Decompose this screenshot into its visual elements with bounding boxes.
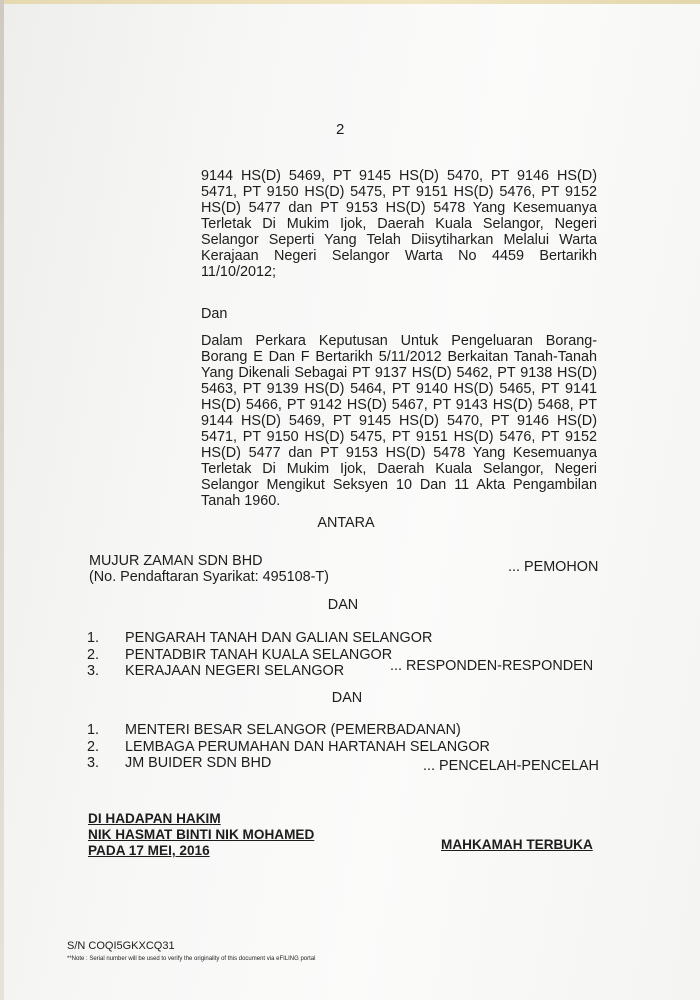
list-number: 1. bbox=[87, 722, 100, 738]
open-court-label: MAHKAMAH TERBUKA bbox=[441, 837, 593, 852]
respondent-name: PENGARAH TANAH DAN GALIAN SELANGOR bbox=[125, 630, 433, 646]
respondent-name: KERAJAAN NEGERI SELANGOR bbox=[125, 663, 345, 679]
dan-heading-2: DAN bbox=[331, 690, 363, 706]
respondents-role: ... RESPONDEN-RESPONDEN bbox=[390, 658, 594, 674]
serial-note: **Note : Serial number will be used to verify the originality of this document via eFILING portal bbox=[67, 956, 316, 962]
judge-name: NIK HASMAT BINTI NIK MOHAMED bbox=[88, 827, 315, 842]
judge-block bbox=[88, 811, 314, 859]
respondent-name: PENTADBIR TANAH KUALA SELANGOR bbox=[125, 646, 393, 663]
intervener-name: MENTERI BESAR SELANGOR (PEMERBADANAN) bbox=[125, 722, 461, 738]
intervener-name: LEMBAGA PERUMAHAN DAN HARTANAH SELANGOR bbox=[125, 738, 490, 755]
dan-connector: Dan bbox=[201, 306, 228, 322]
list-number: 2. bbox=[87, 646, 100, 663]
judge-heading: DI HADAPAN HAKIM bbox=[88, 811, 221, 826]
page-number: 2 bbox=[336, 121, 345, 138]
list-number: 3. bbox=[87, 663, 100, 679]
land-lots-paragraph: 9144 HS(D) 5469, PT 9145 HS(D) 5470, PT 9146 HS(D) 5471, PT 9150 HS(D) 5475, PT 9151 HS(D) 5476, PT 9152 HS(D) 5477 dan PT 9153 HS(D) 5478 Yang Kesemuanya Terletak Di Mukim Ijok, Daerah Kuala Selangor, Negeri Selangor Seperti Yang Telah Diisytiharkan Melalui Warta Kerajaan Negeri Selangor Warta No 4459 Bertarikh 11/10/2012; bbox=[201, 168, 597, 280]
serial-number: S/N COQI5GKXCQ31 bbox=[67, 940, 175, 952]
dan-heading-1: DAN bbox=[327, 597, 359, 613]
applicant-name: MUJUR ZAMAN SDN BHD bbox=[89, 553, 263, 569]
intervener-name: JM BUIDER SDN BHD bbox=[125, 755, 272, 771]
hearing-date: PADA 17 MEI, 2016 bbox=[88, 843, 210, 858]
matter-paragraph: Dalam Perkara Keputusan Untuk Pengeluaran Borang-Borang E Dan F Bertarikh 5/11/2012 Berkaitan Tanah-Tanah Yang Dikenali Sebagai PT 9137 HS(D) 5462, PT 9138 HS(D) 5463, PT 9139 HS(D) 5464, PT 9140 HS(D) 5465, PT 9141 HS(D) 5466, PT 9142 HS(D) 5467, PT 9143 HS(D) 5468, PT 9144 HS(D) 5469, PT 9145 HS(D) 5470, PT 9146 HS(D) 5471, PT 9150 HS(D) 5475, PT 9151 HS(D) 5476, PT 9152 HS(D) 5477 dan PT 9153 HS(D) 5478 Yang Kesemuanya Terletak Di Mukim Ijok, Daerah Kuala Selangor, Negeri Selangor Mengikut Seksyen 10 Dan 11 Akta Pengambilan Tanah 1960. bbox=[201, 333, 597, 509]
antara-heading: ANTARA bbox=[317, 515, 375, 531]
applicant-role: ... PEMOHON bbox=[508, 559, 599, 575]
list-number: 3. bbox=[87, 755, 100, 771]
list-number: 2. bbox=[87, 738, 100, 755]
paper-left-edge bbox=[0, 0, 4, 1000]
applicant-registration: (No. Pendaftaran Syarikat: 495108-T) bbox=[89, 569, 329, 585]
applicant-block bbox=[89, 553, 329, 585]
list-number: 1. bbox=[87, 630, 100, 646]
interveners-role: ... PENCELAH-PENCELAH bbox=[423, 758, 599, 774]
paper-top-edge bbox=[0, 0, 700, 4]
